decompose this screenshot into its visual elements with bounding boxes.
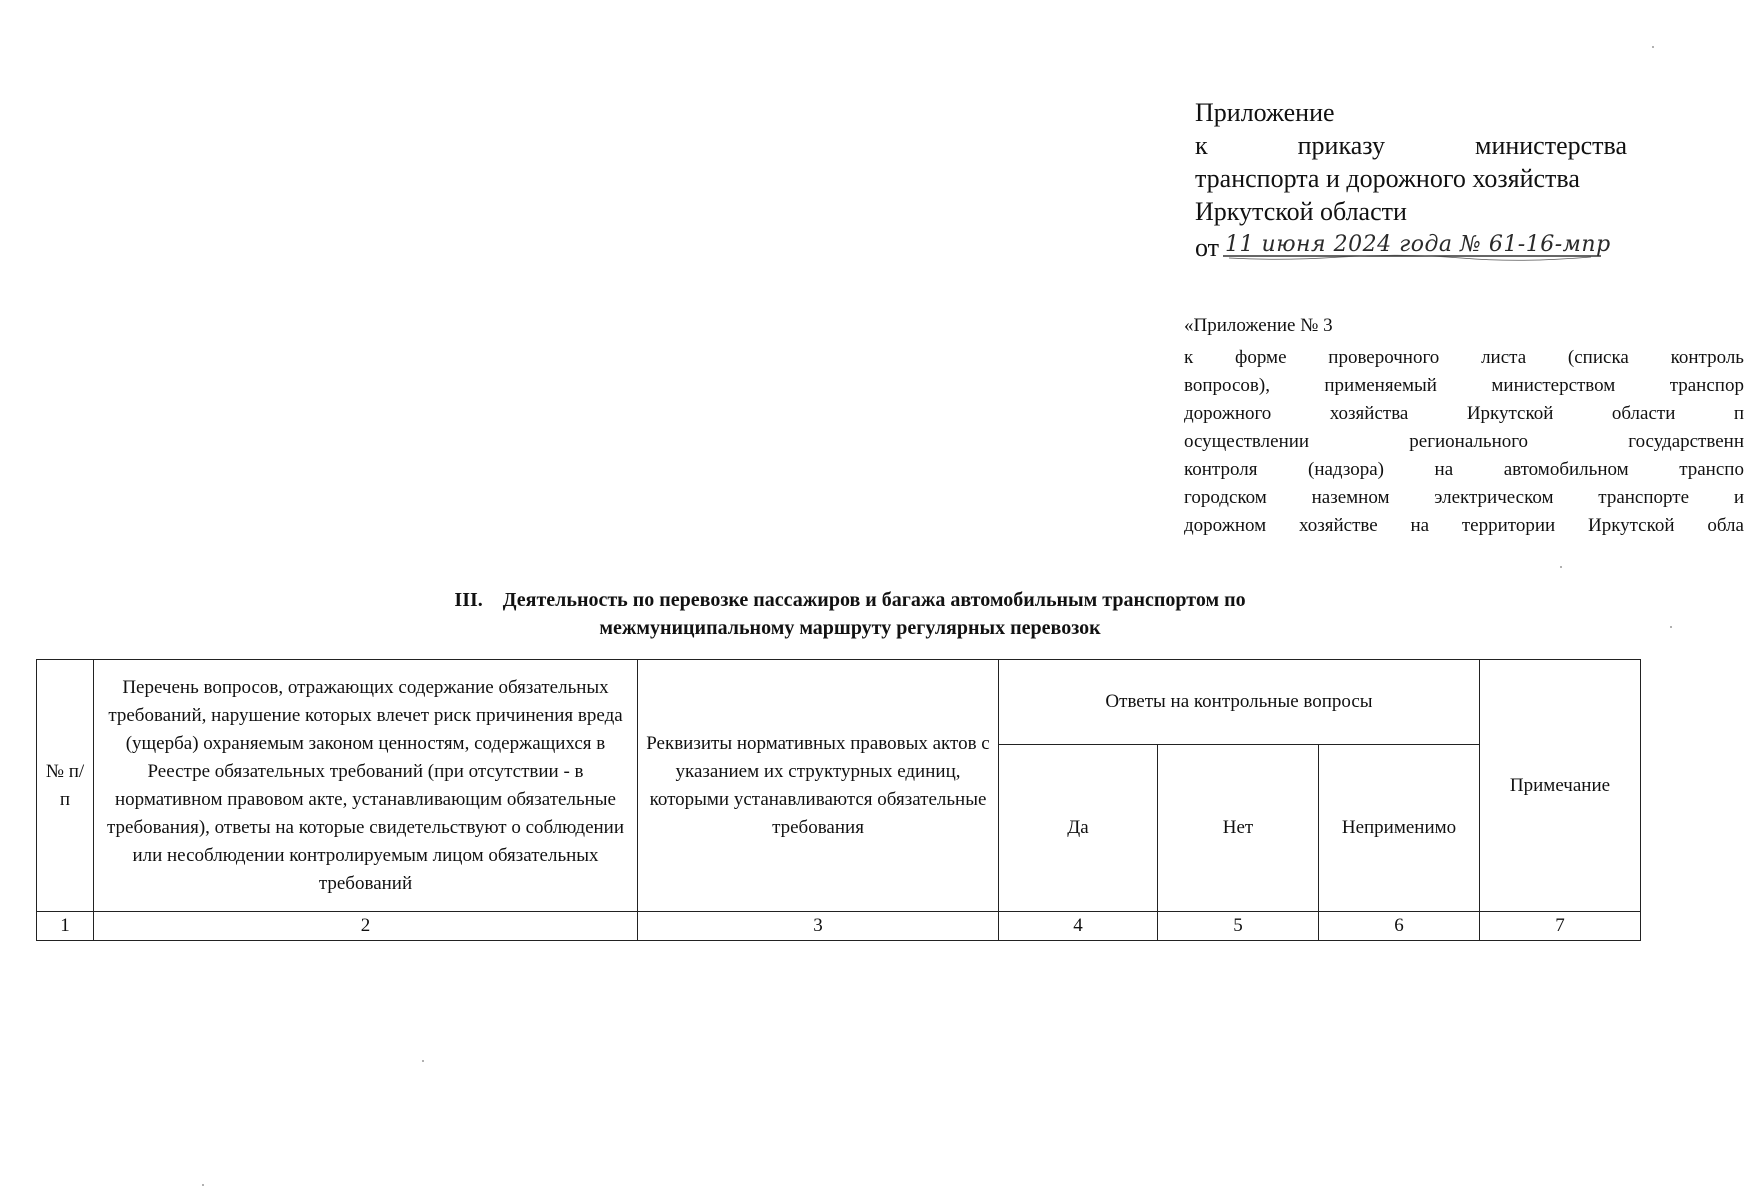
header-yes: Да — [999, 745, 1158, 912]
appendix-word: министерством — [1491, 375, 1616, 396]
appendix-word: форме — [1235, 347, 1287, 368]
appendix-line — [1184, 344, 1744, 372]
appendix-word: хозяйстве — [1298, 515, 1378, 536]
appendix-word: транспор — [1669, 375, 1744, 396]
order-word: к — [1195, 131, 1208, 160]
appendix-word: городском — [1184, 487, 1267, 508]
header-questions: Перечень вопросов, отражающих содержание обязательных требований, нарушение которых влечет риск причинения вреда (ущерба) охраняемым законом ценностям, содержащихся в Реестре обязательных требований (при отсутствии - в нормативном правовом акте, устанавливающим обязательные требования), ответы на которые свидетельствуют о соблюдении или несоблюдении контролируемым лицом обязательных требований — [94, 660, 638, 912]
header-note: Примечание — [1480, 660, 1641, 912]
appendix-word: (списка — [1567, 347, 1629, 368]
appendix-line — [1184, 456, 1744, 484]
order-line-3: транспорта и дорожного хозяйства — [1195, 164, 1580, 193]
handwritten-date-signature — [1221, 228, 1611, 264]
table-header-row — [37, 660, 1641, 745]
section-heading — [300, 586, 1400, 642]
appendix-line — [1184, 372, 1744, 400]
appendix-word: к — [1184, 347, 1194, 368]
column-number-cell: 1 — [37, 912, 94, 941]
header-number: № п/п — [37, 660, 94, 912]
order-date-prefix: от — [1195, 233, 1220, 262]
appendix-line — [1184, 512, 1744, 540]
checklist-table-wrapper — [36, 659, 1641, 941]
appendix-word: транспорте — [1598, 487, 1690, 508]
appendix-word: государственн — [1628, 431, 1744, 452]
order-line-2 — [1195, 129, 1627, 162]
header-answers: Ответы на контрольные вопросы — [999, 660, 1480, 745]
appendix-word: осуществлении — [1184, 431, 1310, 452]
appendix-line — [1184, 400, 1744, 428]
scan-speck — [1670, 626, 1672, 628]
header-no: Нет — [1158, 745, 1319, 912]
appendix-word: на — [1410, 515, 1430, 536]
table-row — [37, 912, 1641, 941]
appendix-reference-block — [1184, 312, 1744, 540]
order-word: приказу — [1297, 131, 1385, 160]
appendix-word: листа — [1481, 347, 1527, 368]
order-word: министерства — [1474, 131, 1627, 160]
appendix-word: регионального — [1409, 431, 1529, 452]
appendix-word: дорожном — [1184, 515, 1267, 536]
order-line-4: Иркутской области — [1195, 197, 1407, 226]
appendix-word: (надзора) — [1308, 459, 1384, 480]
appendix-word: вопросов), — [1184, 375, 1270, 396]
appendix-word: на — [1434, 459, 1454, 480]
checklist-table — [36, 659, 1641, 941]
appendix-word: транспо — [1679, 459, 1744, 480]
appendix-word: наземном — [1311, 487, 1390, 508]
appendix-word: контроля — [1184, 459, 1258, 480]
appendix-word: территории — [1461, 515, 1556, 536]
appendix-word: Иркутской — [1587, 515, 1675, 536]
section-heading-line-2: межмуниципальному маршруту регулярных перевозок — [599, 617, 1101, 639]
scan-speck — [422, 1060, 424, 1062]
header-not-applicable: Неприменимо — [1319, 745, 1480, 912]
appendix-word: обла — [1707, 515, 1744, 536]
header-requisites: Реквизиты нормативных правовых актов с указанием их структурных единиц, которыми устанавливаются обязательные требования — [638, 660, 999, 912]
column-number-cell: 5 — [1158, 912, 1319, 941]
order-reference-block — [1195, 96, 1627, 264]
appendix-title: «Приложение № 3 — [1184, 315, 1333, 336]
scan-speck — [202, 1184, 204, 1186]
scan-speck — [1652, 46, 1654, 48]
appendix-word: области — [1611, 403, 1676, 424]
handwritten-date-text: 11 июня 2024 года № 61-16-мпр — [1225, 232, 1611, 257]
column-number-cell: 3 — [638, 912, 999, 941]
order-line-1: Приложение — [1195, 98, 1335, 127]
appendix-word: контроль — [1670, 347, 1744, 368]
appendix-line — [1184, 484, 1744, 512]
appendix-word: автомобильном — [1503, 459, 1629, 480]
section-heading-line-1: III. Деятельность по перевозке пассажиров и багажа автомобильным транспортом по — [454, 589, 1246, 611]
appendix-line — [1184, 428, 1744, 456]
appendix-word: хозяйства — [1329, 403, 1409, 424]
appendix-word: электрическом — [1434, 487, 1554, 508]
appendix-word: проверочного — [1328, 347, 1440, 368]
appendix-word: Иркутской — [1466, 403, 1554, 424]
appendix-word: применяемый — [1324, 375, 1437, 396]
scan-speck — [1560, 566, 1562, 568]
column-number-cell: 6 — [1319, 912, 1480, 941]
order-date-line — [1195, 228, 1627, 264]
column-number-cell: 2 — [94, 912, 638, 941]
appendix-word: и — [1733, 487, 1744, 508]
column-number-cell: 4 — [999, 912, 1158, 941]
column-number-cell: 7 — [1480, 912, 1641, 941]
appendix-word: дорожного — [1184, 403, 1272, 424]
appendix-word: п — [1733, 403, 1744, 424]
